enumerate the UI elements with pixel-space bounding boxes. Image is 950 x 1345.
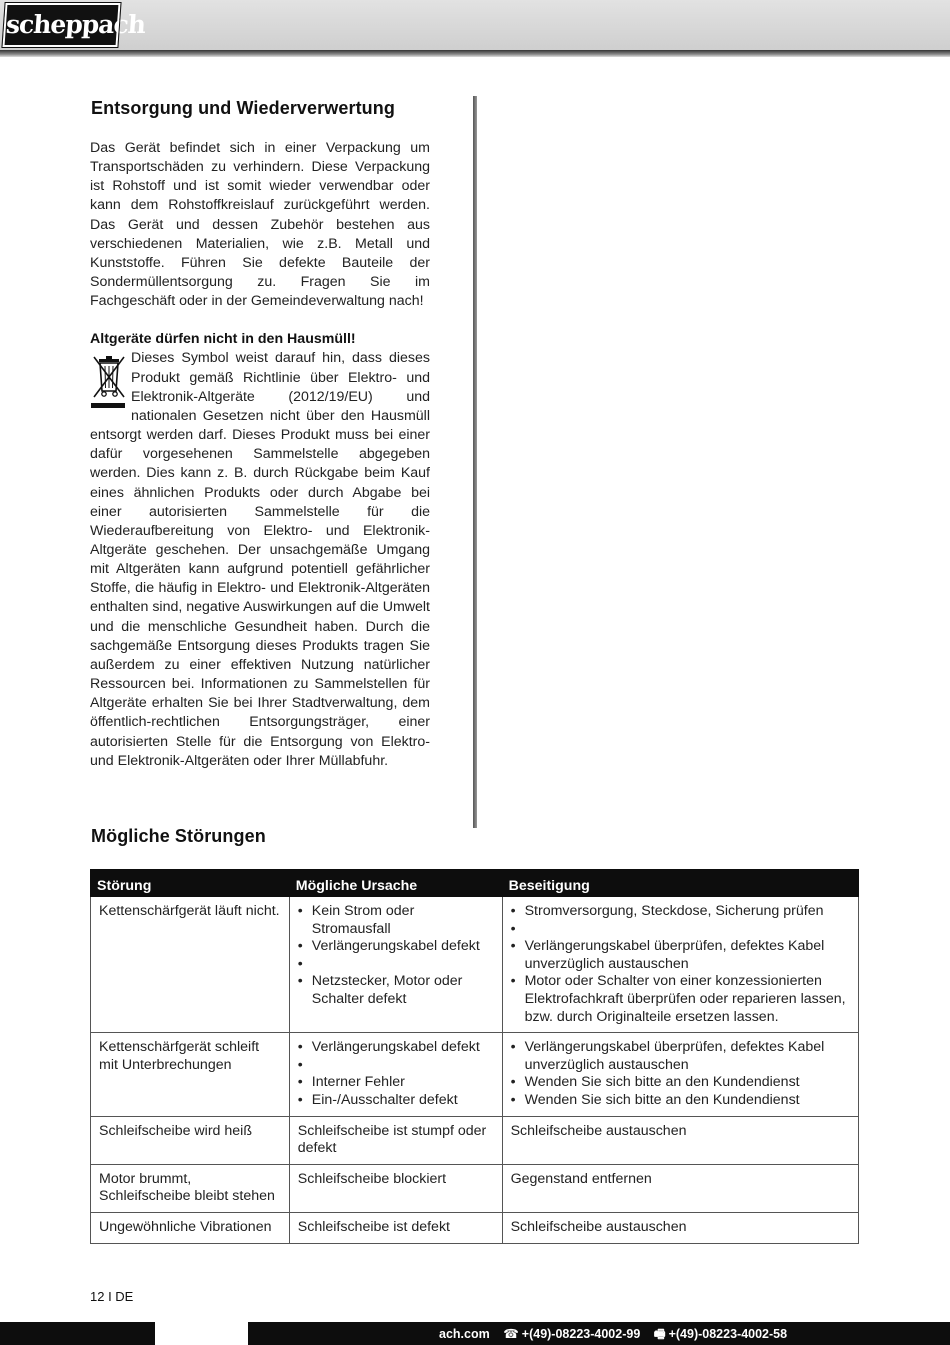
troubleshooting-table bbox=[90, 869, 859, 1244]
spacer bbox=[298, 956, 494, 974]
table-row bbox=[91, 1164, 859, 1212]
remedy-cell: Schleifscheibe austauschen bbox=[502, 1212, 858, 1243]
remedy-item: • Verlängerungskabel überprüfen, defektes Kabel unverzüglich austauschen bbox=[511, 1039, 850, 1074]
footer-contact bbox=[439, 1325, 797, 1345]
column-header-cause: Mögliche Ursache bbox=[289, 870, 502, 897]
column-divider bbox=[473, 96, 477, 828]
phone-icon: ☎ bbox=[503, 1327, 519, 1341]
cause-item: • Ein-/Ausschalter defekt bbox=[298, 1092, 494, 1110]
table-header-row bbox=[91, 870, 859, 897]
footer-website: ach.com bbox=[439, 1327, 490, 1341]
spacer bbox=[298, 1057, 494, 1075]
fax-icon: 🖷 bbox=[653, 1327, 666, 1341]
cause-item: • Verlängerungskabel defekt bbox=[298, 938, 494, 956]
remedy-cell bbox=[502, 897, 858, 1033]
remedy-item: • Verlängerungskabel überprüfen, defektes Kabel unverzüglich austauschen bbox=[511, 938, 850, 973]
spacer bbox=[511, 921, 850, 939]
table-row bbox=[91, 1033, 859, 1116]
brand-logo: scheppach bbox=[2, 3, 120, 47]
table-row bbox=[91, 1116, 859, 1164]
remedy-item: • Stromversorgung, Steckdose, Sicherung prüfen bbox=[511, 903, 850, 921]
weee-block bbox=[90, 349, 430, 770]
column-header-remedy: Beseitigung bbox=[502, 870, 858, 897]
cause-item: • Interner Fehler bbox=[298, 1074, 494, 1092]
page-header bbox=[0, 0, 950, 50]
warning-heading: Altgeräte dürfen nicht in den Hausmüll! bbox=[90, 331, 356, 348]
section-title-troubleshooting: Mögliche Störungen bbox=[91, 826, 266, 846]
cause-cell: Schleifscheibe ist stumpf oder defekt bbox=[289, 1116, 502, 1164]
remedy-cell: Schleifscheibe austauschen bbox=[502, 1116, 858, 1164]
header-divider bbox=[0, 50, 950, 57]
fault-cell: Motor brummt, Schleifscheibe bleibt stehen bbox=[91, 1164, 290, 1212]
fault-cell: Schleifscheibe wird heiß bbox=[91, 1116, 290, 1164]
footer-phone: +(49)-08223-4002-99 bbox=[521, 1327, 641, 1341]
cause-item: • Verlängerungskabel defekt bbox=[298, 1039, 494, 1057]
footer-gap bbox=[155, 1322, 248, 1345]
cause-cell bbox=[289, 897, 502, 1033]
cause-cell: Schleifscheibe blockiert bbox=[289, 1164, 502, 1212]
remedy-cell: Gegenstand entfernen bbox=[502, 1164, 858, 1212]
disposal-paragraph: Das Gerät befindet sich in einer Verpackung um Transportschäden zu verhindern. Diese Verpackung ist Rohstoff und ist somit wieder verwendbar oder kann dem Rohstoffkreislauf zurückgeführt werden. Das Gerät und dessen Zubehör bestehen aus verschiedenen Materialien, wie z.B. Metall und Kunststoffe. Führen Sie defekte Bauteile der Sondermüllentsorgung zu. Fragen Sie im Fachgeschäft oder in der Gemeindeverwaltung nach! bbox=[90, 140, 430, 310]
cause-item: • Kein Strom oder Stromausfall bbox=[298, 903, 494, 938]
weee-paragraph: Dieses Symbol weist darauf hin, dass dieses Produkt gemäß Richtlinie über Elektro- und Elektronik-Altgeräte (2012/19/EU) und nationalen Gesetzen nicht über den Hausmüll entsorgt werden darf. Dieses Produkt muss bei einer dafür vorgesehenen Sammelstelle abgegeben werden. Dies kann z. B. durch Rückgabe beim Kauf eines ähnlichen Produkts oder durch Abgabe bei einer autorisierten Sammelstelle für die Wiederaufbereitung von Elektro- und Elektronik- Altgeräte geschehen. Der unsachgemäße Umgang mit Altgeräten kann aufgrund potentiell gefährlicher Stoffe, die häufig in Elektro- und Elektronik-Altgeräten enthalten sind, negative Auswirkungen auf die Umwelt und die menschliche Gesundheit haben. Durch die sachgemäße Entsorgung dieses Produkts tragen Sie außerdem zu einer effektiven Nutzung natürlicher Ressourcen bei. Informationen zu Sammelstellen für Altgeräte erhalten Sie bei Ihrer Stadtverwaltung, dem öffentlich-rechtlichen Entsorgungsträger, einer autorisierten Stelle für die Entsorgung von Elektro- und Elektronik-Altgeräten oder Ihrer Müllabfuhr. bbox=[90, 350, 430, 769]
table-row bbox=[91, 1212, 859, 1243]
fault-cell: Kettenschärfgerät läuft nicht. bbox=[91, 897, 290, 1033]
disposal-column bbox=[90, 139, 430, 771]
footer-fax: +(49)-08223-4002-58 bbox=[668, 1327, 788, 1341]
remedy-cell bbox=[502, 1033, 858, 1116]
column-header-fault: Störung bbox=[91, 870, 290, 897]
weee-bin-icon bbox=[90, 353, 128, 413]
cause-cell: Schleifscheibe ist defekt bbox=[289, 1212, 502, 1243]
remedy-item: • Wenden Sie sich bitte an den Kundendienst bbox=[511, 1092, 850, 1110]
page-number: 12 I DE bbox=[90, 1289, 134, 1304]
cause-cell bbox=[289, 1033, 502, 1116]
table-row bbox=[91, 897, 859, 1033]
cause-item: • Netzstecker, Motor oder Schalter defekt bbox=[298, 973, 494, 1008]
fault-cell: Ungewöhnliche Vibrationen bbox=[91, 1212, 290, 1243]
page-footer bbox=[0, 1322, 950, 1345]
section-title-disposal: Entsorgung und Wiederverwertung bbox=[91, 98, 395, 118]
remedy-item: • Motor oder Schalter von einer konzessionierten Elektrofachkraft überprüfen oder reparieren lassen, bzw. durch Originalteile ersetzen lassen. bbox=[511, 973, 850, 1026]
fault-cell: Kettenschärfgerät schleift mit Unterbrechungen bbox=[91, 1033, 290, 1116]
remedy-item: • Wenden Sie sich bitte an den Kundendienst bbox=[511, 1074, 850, 1092]
